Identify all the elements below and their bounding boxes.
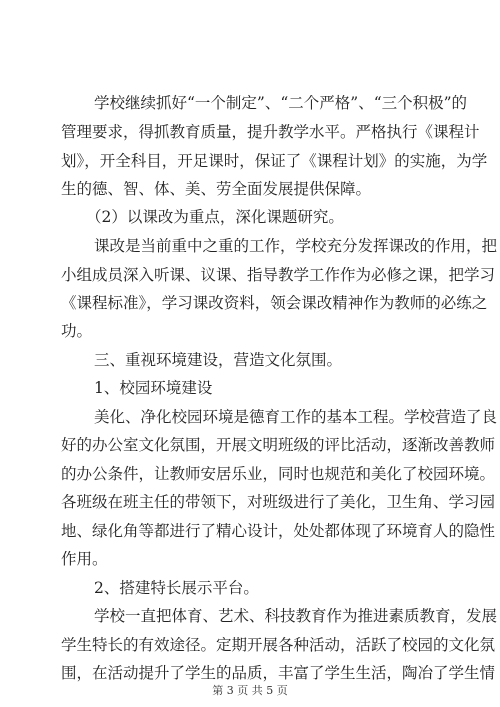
section-heading: 三、重视环境建设，营造文化氛围。 [94, 351, 343, 369]
text-line: 学校继续抓好“一个制定”、“二个严格”、“三个积极”的 [94, 94, 468, 112]
text-line: 功。 [61, 322, 93, 340]
text-line: 《课程标准》，学习课改资料，领会课改精神作为教师的必练之 [61, 294, 488, 312]
text-line: 美化、净化校园环境是德育工作的基本工程。学校营造了良 [94, 408, 498, 426]
text-line: 围，在活动提升了学生的品质，丰富了学生生活，陶冶了学生情 [61, 664, 496, 682]
text-line: 作用。 [61, 550, 108, 568]
text-line: 课改是当前重中之重的工作，学校充分发挥课改的作用，把 [94, 237, 498, 255]
text-line: 的办公条件，让教师安居乐业，同时也规范和美化了校园环境。 [61, 465, 496, 483]
text-line: 地、绿化角等都进行了精心设计，处处都体现了环境育人的隐性 [61, 522, 496, 540]
subheading: 2、搭建特长展示平台。 [94, 579, 259, 597]
text-line: 划》，开全科目，开足课时，保证了《课程计划》的实施，为学 [61, 152, 488, 170]
subheading: 1、校园环境建设 [94, 379, 213, 397]
text-line: 生的德、智、体、美、劳全面发展提供保障。 [61, 180, 372, 198]
page-footer: 第 3 页 共 5 页 [212, 684, 288, 697]
text-line: 小组成员深入听课、议课、指导教学工作作为必修之课，把学习 [61, 266, 496, 284]
subheading: （2）以课改为重点，深化课题研究。 [86, 208, 344, 226]
text-line: 好的办公室文化氛围，开展文明班级的评比活动，逐渐改善教师 [61, 436, 496, 454]
text-line: 学校一直把体育、艺术、科技教育作为推进素质教育，发展 [94, 607, 498, 625]
text-line: 学生特长的有效途径。定期开展各种活动，活跃了校园的文化氛 [61, 636, 496, 654]
text-line: 各班级在班主任的带领下，对班级进行了美化，卫生角、学习园 [61, 493, 496, 511]
text-line: 管理要求，得抓教育质量，提升教学水平。严格执行《课程计 [61, 123, 480, 141]
